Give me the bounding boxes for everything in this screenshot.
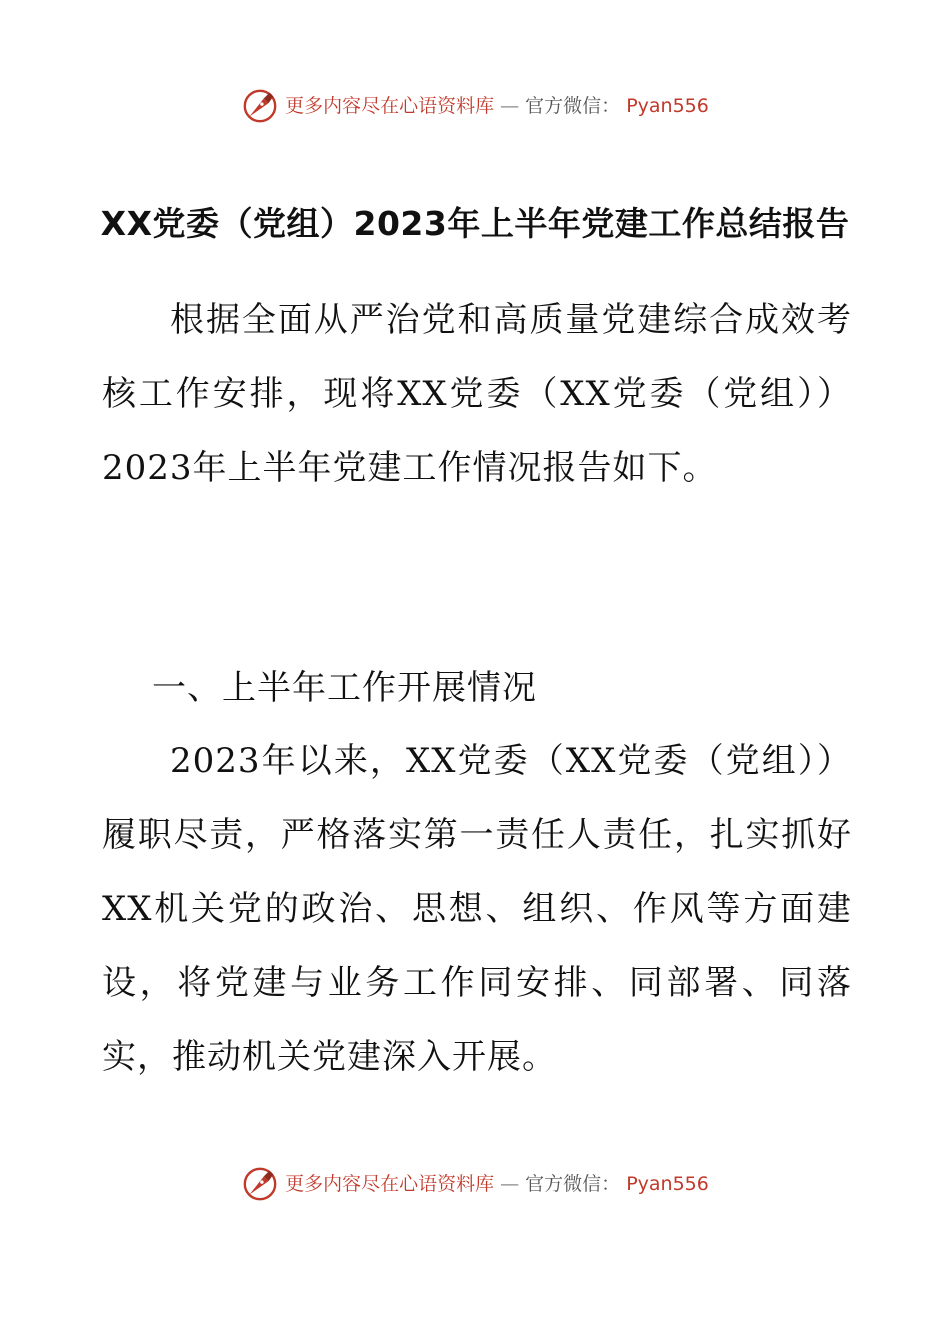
watermark-text: 更多内容尽在心语资料库: [285, 94, 495, 117]
watermark-separator: —: [500, 94, 520, 117]
section-body-paragraph: 2023年以来，XX党委（XX党委（党组））履职尽责，严格落实第一责任人责任，扎实抓好XX机关党的政治、思想、组织、作风等方面建设，将党建与业务工作同安排、同部署、同落实，推动机关党建深入开展。: [102, 741, 852, 1077]
watermark-wechat-id: Pyan556: [626, 1172, 709, 1195]
watermark-text: 更多内容尽在心语资料库: [285, 1172, 495, 1195]
watermark-separator: —: [500, 1172, 520, 1195]
pen-nib-circle-logo-icon: [241, 1165, 279, 1203]
watermark-header: [0, 84, 950, 128]
watermark-label: 官方微信：: [525, 94, 621, 117]
document-title: XX党委（党组）2023年上半年党建工作总结报告: [100, 204, 850, 243]
watermark-wechat-id: Pyan556: [626, 94, 709, 117]
pen-nib-circle-logo-icon: [241, 87, 279, 125]
watermark-label: 官方微信：: [525, 1172, 621, 1195]
intro-paragraph: 根据全面从严治党和高质量党建综合成效考核工作安排，现将XX党委（XX党委（党组））2023年上半年党建工作情况报告如下。: [102, 300, 852, 488]
watermark-footer: [0, 1162, 950, 1206]
section-heading: 一、上半年工作开展情况: [152, 668, 537, 708]
